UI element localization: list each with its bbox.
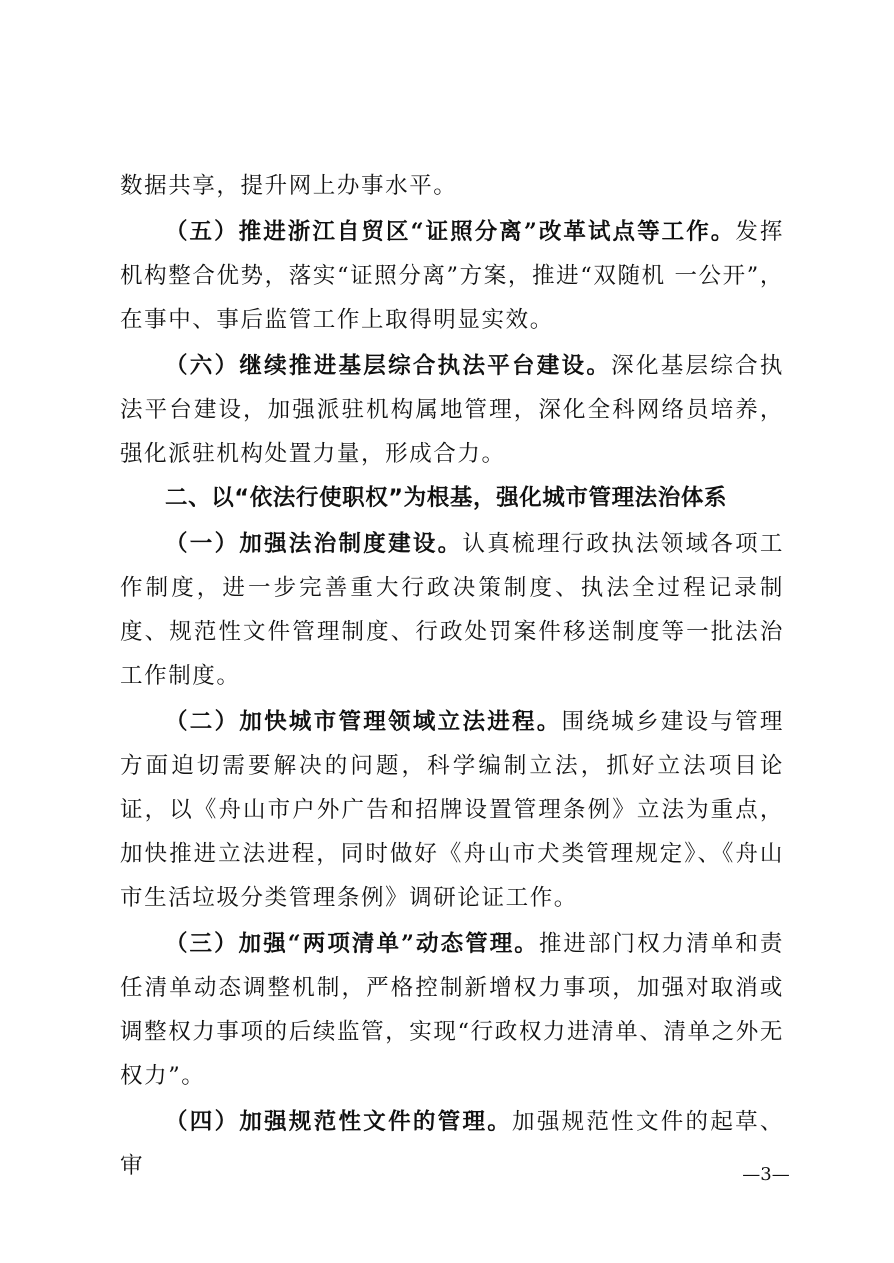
item-heading: （六）继续推进基层综合执法平台建设。 (165, 353, 612, 379)
item-body: 深化基层综合执法平台建设，加强派驻机构属地管理，深化全科网络员培养，强化派驻机构处置力量，形成合力。 (120, 353, 784, 467)
item-body: 加强规范性文件的起草、审 (120, 1109, 785, 1179)
item-body: 围绕城乡建设与管理方面迫切需要解决的问题，科学编制立法，抓好立法项目论证，以《舟山市户外广告和招牌设置管理条例》立法为重点，加快推进立法进程，同时做好《舟山市犬类管理规定》、《舟山市生活垃圾分类管理条例》调研论证工作。 (120, 709, 784, 911)
page-number: —3— (742, 1164, 790, 1185)
item-body: 认真梳理行政执法领域各项工作制度，进一步完善重大行政决策制度、执法全过程记录制度、规范性文件管理制度、行政处罚案件移送制度等一批法治工作制度。 (120, 531, 784, 689)
item-heading: （二）加快城市管理领域立法进程。 (165, 709, 562, 735)
item-body: 发挥机构整合优势，落实“证照分离”方案，推进“双随机 一公开”，在事中、事后监管工作上取得明显实效。 (120, 219, 784, 333)
item-heading: （四）加强规范性文件的管理。 (165, 1109, 513, 1135)
item-paragraph-4 (120, 1100, 784, 1188)
item-paragraph-6 (120, 344, 784, 476)
item-paragraph-3 (120, 922, 784, 1098)
item-body: 推进部门权力清单和责任清单动态调整机制，严格控制新增权力事项，加强对取消或调整权力事项的后续监管，实现“行政权力进清单、清单之外无权力”。 (120, 931, 784, 1089)
item-paragraph-1 (120, 522, 784, 698)
item-paragraph-5 (120, 210, 784, 342)
item-heading: （一）加强法治制度建设。 (165, 531, 463, 557)
body-text (120, 164, 784, 1188)
item-heading: （五）推进浙江自贸区“证照分离”改革试点等工作。 (165, 219, 736, 245)
item-heading: （三）加强“两项清单”动态管理。 (165, 931, 539, 957)
section-heading-2: 二、以“依法行使职权”为根基，强化城市管理法治体系 (165, 485, 728, 511)
item-paragraph-2 (120, 700, 784, 920)
continuation-paragraph: 数据共享，提升网上办事水平。 (120, 173, 458, 199)
